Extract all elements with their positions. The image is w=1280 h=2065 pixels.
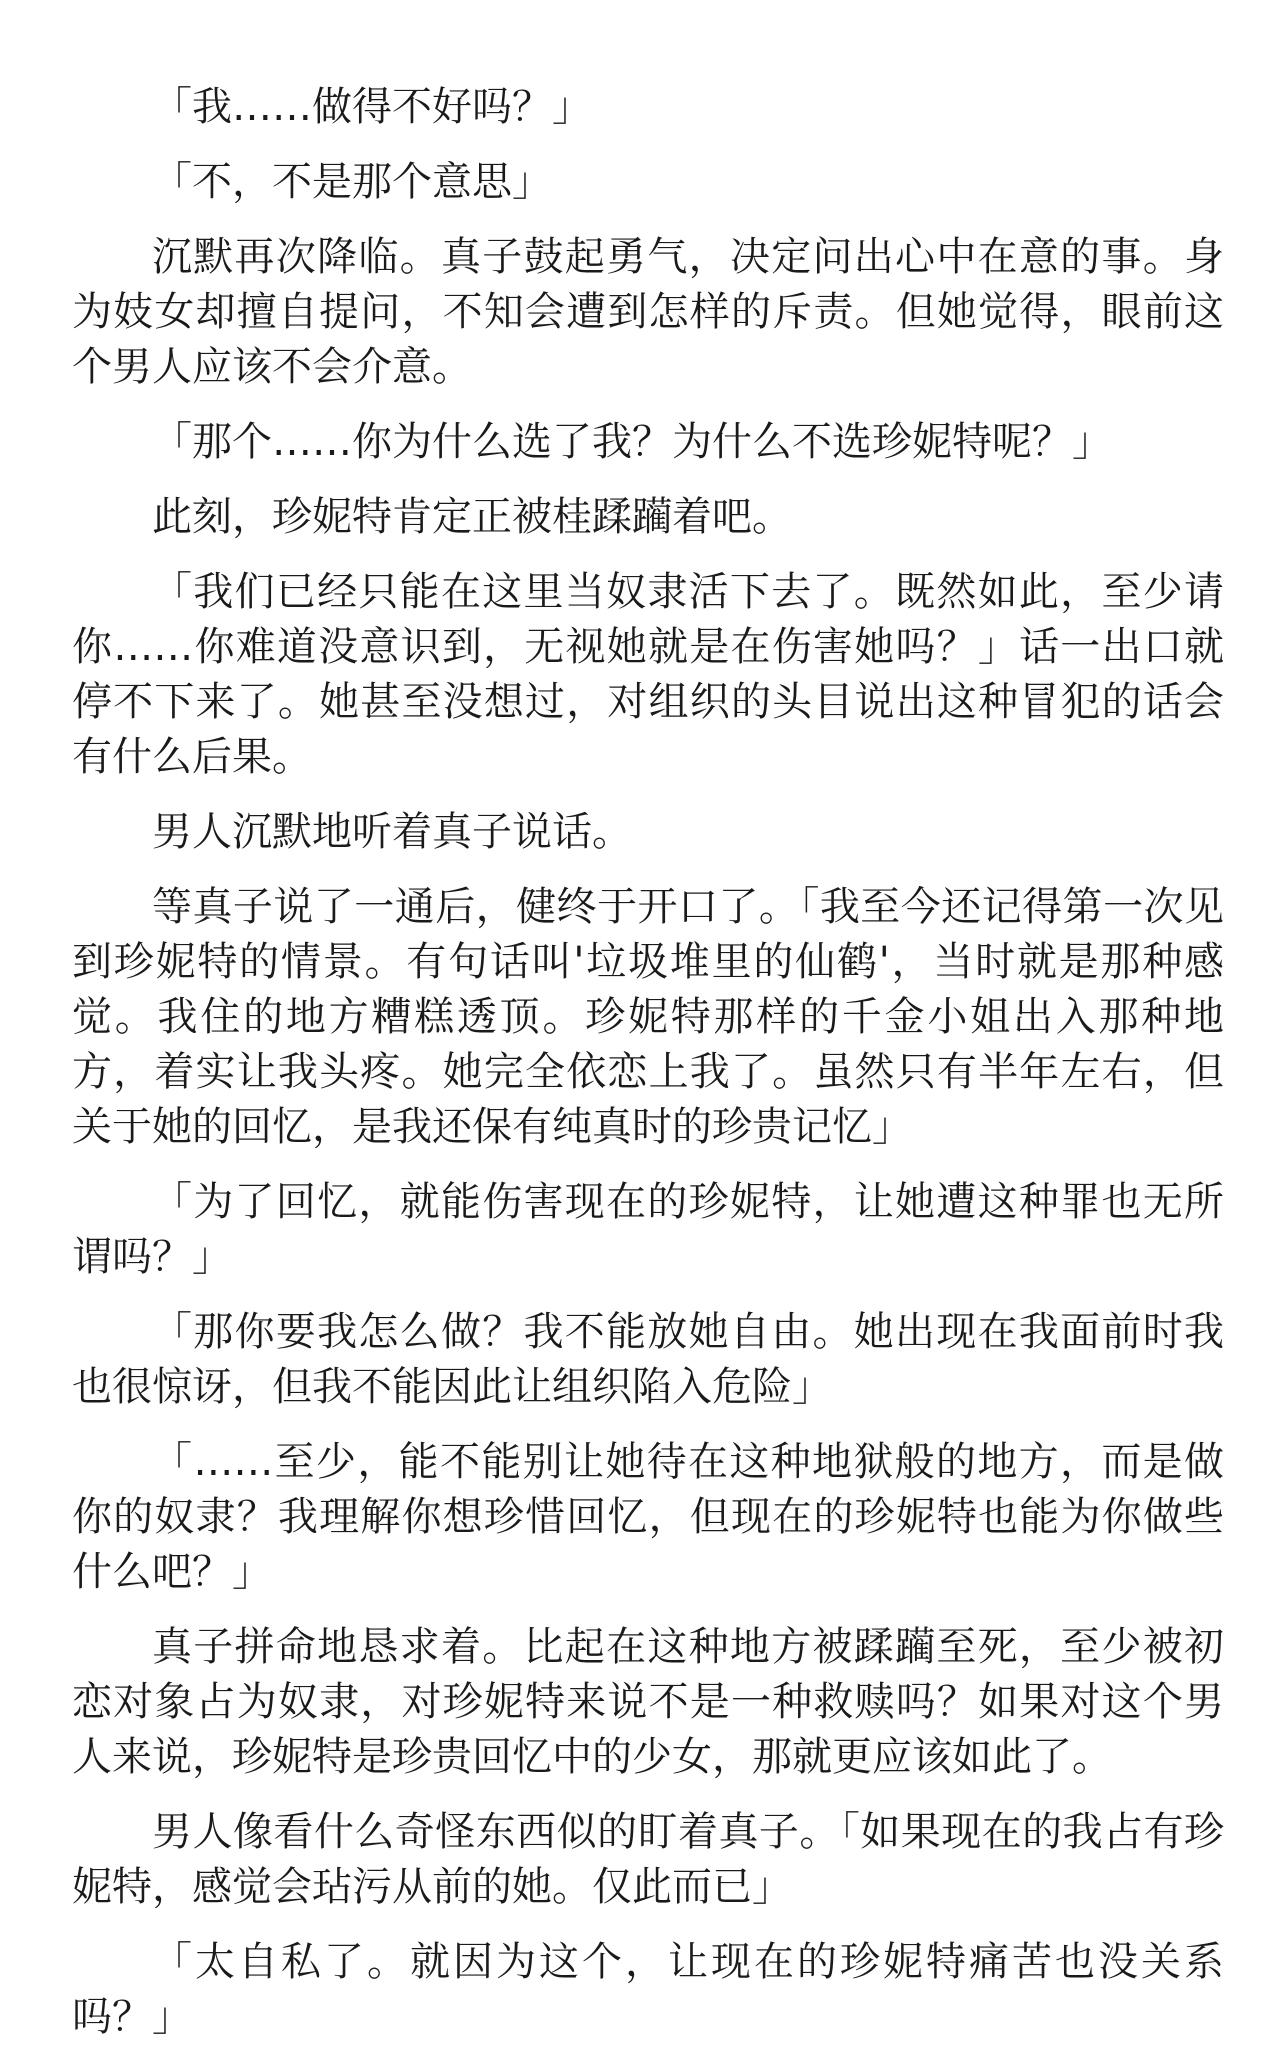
document-page (72, 80, 1224, 2065)
paragraph-10: 「那你要我怎么做？我不能放她自由。她出现在我面前时我也很惊讶，但我不能因此让组织陷入危险」 (72, 1309, 1224, 1410)
paragraph-3: 沉默再次降临。真子鼓起勇气，决定问出心中在意的事。身为妓女却擅自提问，不知会遭到怎样的斥责。但她觉得，眼前这个男人应该不会介意。 (72, 234, 1224, 390)
paragraph-7: 男人沉默地听着真子说话。 (152, 809, 632, 855)
paragraph-6: 「我们已经只能在这里当奴隶活下去了。既然如此，至少请你……你难道没意识到，无视她就是在伤害她吗？」话一出口就停不下来了。她甚至没想过，对组织的头目说出这种冒犯的话会有什么后果。 (72, 569, 1224, 780)
paragraph-12: 真子拼命地恳求着。比起在这种地方被蹂躏至死，至少被初恋对象占为奴隶，对珍妮特来说不是一种救赎吗？如果对这个男人来说，珍妮特是珍贵回忆中的少女，那就更应该如此了。 (72, 1624, 1224, 1780)
paragraph-14: 「太自私了。就因为这个，让现在的珍妮特痛苦也没关系吗？」 (72, 1939, 1224, 2040)
paragraph-8: 等真子说了一通后，健终于开口了。「我至今还记得第一次见到珍妮特的情景。有句话叫'垃圾堆里的仙鹤'，当时就是那种感觉。我住的地方糟糕透顶。珍妮特那样的千金小姐出入那种地方，着实让我头疼。她完全依恋上我了。虽然只有半年左右，但关于她的回忆，是我还保有纯真时的珍贵记忆」 (72, 884, 1224, 1150)
paragraph-13: 男人像看什么奇怪东西似的盯着真子。「如果现在的我占有珍妮特，感觉会玷污从前的她。仅此而已」 (72, 1809, 1224, 1910)
paragraph-4: 「那个……你为什么选了我？为什么不选珍妮特呢？」 (152, 419, 1112, 465)
paragraph-5: 此刻，珍妮特肯定正被桂蹂躏着吧。 (152, 494, 792, 540)
paragraph-1: 「我……做得不好吗？」 (152, 84, 592, 130)
paragraph-11: 「……至少，能不能别让她待在这种地狱般的地方，而是做你的奴隶？我理解你想珍惜回忆，但现在的珍妮特也能为你做些什么吧？」 (72, 1439, 1224, 1595)
paragraph-2: 「不，不是那个意思」 (152, 159, 552, 205)
paragraph-9: 「为了回忆，就能伤害现在的珍妮特，让她遭这种罪也无所谓吗？」 (72, 1179, 1224, 1280)
